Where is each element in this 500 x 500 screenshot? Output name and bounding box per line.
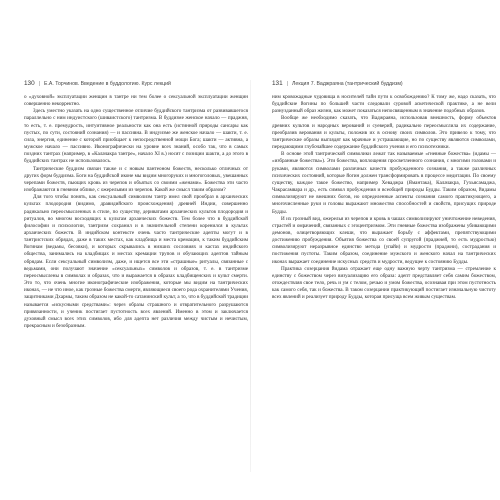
left-page-header bbox=[24, 80, 248, 90]
right-page-body bbox=[272, 94, 496, 302]
right-paragraph: Вообще же необходимо сказать, что Ваджраяна, использовав внешность, форму объектов древних культов и народных верований и суеверий, радикально переосмыслила их содержание, преобразив верования и культы, положив их в основу своих символов. Это привело к тому, что тантрические образы выглядят как мрачные и устрашающие, но по существу являются символами, передающими глубочайшее содержание буддийского учения и его психотехники. bbox=[272, 115, 496, 151]
left-page-body bbox=[24, 94, 248, 330]
left-running-head: Е.А. Торчинов. Введение в буддологию. Курс лекций bbox=[44, 81, 171, 87]
left-paragraph: Здесь уместно указать на одно существенное отличие буддийского тантризма от развивавшегося параллельно с ним индуистского (шиваистского) тантризма. В буддизме женское начало — праджня, то есть, т. е. премудрость, интуитивное реальности как она есть (истинной природы сансары как пустых, по сути, состояний сознания) — и пассивна. В индуизме же женское начало — шакти, т. е. сила, энергия, единение с которой приобщает к непосредственной мощи Бога; шакти — активна, а мужское начало — пассивно. Иконографически на уровне всех знаний, особо так, что в самых поздних тантрах (например, в «Калачакра тантре», начало XI в.) носят с позиции шакти, а до этого в буддийских тантрах не использовалось. bbox=[24, 108, 248, 165]
right-page-header bbox=[272, 80, 496, 90]
right-paragraph: И их грозный вид, ожерелья из черепов и кровь в чашах символизируют уничтожение неведения, страстей и омрачений, связанных с эгоцентризмом. Эти гневные божества изображены убивающими демонов, олицетворяющих клеши, что выражает борьбу с аффектами, препятствующими достижению пробуждения. Объятия божества со своей супругой (праджней, то есть мудростью) символизируют неразрывное единство метода (упайи) и мудрости (праджни), сострадания и постижения пустоты. Таким образом, соединение мужского и женского начал на тантрических иконах выражает соединение искусных средств и мудрости, ведущее к состоянию Будды. bbox=[272, 215, 496, 265]
right-page-number: 131 bbox=[272, 80, 283, 87]
left-paragraph: Тантрические буддизм связан также и с новым пантеоном божеств, несколько отличных от других форм буддизма. Боги на буддийской иконе мы видим многоруких и многоголовых, увешанных черепами божеств, пьющих кровь из черепов и объятых со своими «женами». Божества эти часто изображаются в гневном облике, с ожерельями из черепов. Какой же смысл таким образом? bbox=[24, 165, 248, 194]
left-page-number: 130 bbox=[24, 80, 35, 87]
left-paragraph: о «духовной» эксплуатации женщин в тантре ни тем более о сексуальной эксплуатации женщин совершенно некорректно. bbox=[24, 94, 248, 108]
right-paragraph: Практика созерцания йидама отражает еще одну важную черту тантризма — стремление к единству с божеством через визуализацию его образа: адепт представляет себя самим божеством, отождествляя свое тело, речь и ум с телом, речью и умом божества, осознавая при этом пустотность как самого себя, так и божества. В таком созерцании практикующий постигает изначальную чистоту всех явлений и реализует природу Будды, которая присуща всем живым существам. bbox=[272, 265, 496, 301]
left-paragraph: Для того чтобы понять, как сексуальный символизм тантр имел свой прообраз в архаических культах плодородия (видимо, дравидийского происхождения) древней Индии, совершенно радикально переосмысленных в стиле, по существу, дериватами архаических культов плодородия и ритуалов, во многом восходящих к культам архаических божеств. Тем более что в буддийской философии и психологии, тантризм сохранил и в значительной степени коренился в культах архаических божеств. В индийском контексте очень часто тантрические адепты могут и в тантристских обрядах, даже в таких местах, как кладбища и места кремации, к таким буддийским йогинам (ведьмы, бесовки), и которых скрывались в низших сословиях и кастах индийского общества, занимались на кладбищах и местах кремации трупов и обучающих адептов тайным обрядам. Если сексуальный символизм, даже, и ищется все эти «страшные» ритуалы, связанные с ведьмами, они получают значение «сексуальных» символов и образов, т. е. в тантризме переосмыслены в символах и образах, что и выражается в образах кладбищенских и культ смерти. Это то, что очень многие иконографические изображения, которые мы видим на тантрических иконах, — не что иное, как грозные божества смерти, являющиеся своего рода охранителями Учения, защитниками Дхармы, таким образом не какой-то сатанинский культ, а то, что в буддийской традиции называется «искусными средствами»: через образы страшного и отвратительного разрушаются привязанности, и ученик постигает пустотность всех явлений. Именно в этом и заключается духовный смысл всех этих символов, ибо для адепта нет различия между чистым и нечистым, прекрасным и безобразным. bbox=[24, 194, 248, 329]
right-paragraph: В основе этой тантрической символики лежат так называемые «гневные божества» (идамы — «избранные божества»). Эти божества, воплощения просветленного сознания, с многими головами и руками, являются символами различных качеств пробужденного сознания, а также различных психических состояний, которые йогин должен трансформировать в процессе медитации. По своему существу, каждое такое божество, например Хеваджра (Ямантака), Калачакра, Гухьясамаджа, Чакрасамвара и др., есть символ пробуждения и всеобщей природы Будды. Таким образом, йидамы символизируют не внешних богов, но определенные аспекты сознания самого практикующего, а многочисленные руки и головы выражают множество способностей и свойств, присущих природе Будды. bbox=[272, 151, 496, 215]
book-spread bbox=[14, 80, 496, 472]
right-page bbox=[272, 80, 496, 472]
right-paragraph: ним кровожадные чудовища в носителей тайн пути к освобождению? К тому же, надо сказать, что буддийские йогины по большей части следовали суровой аскетической практике, а не вели разнузданный образ жизни, как может показаться непосвященным в значение подобных образов. bbox=[272, 94, 496, 115]
right-running-head: Лекция 7. Ваджраяна (тантрический буддизм) bbox=[292, 81, 403, 87]
book-gutter bbox=[250, 80, 251, 472]
header-separator: | bbox=[38, 81, 41, 87]
left-page bbox=[24, 80, 248, 472]
header-separator: | bbox=[286, 81, 289, 87]
